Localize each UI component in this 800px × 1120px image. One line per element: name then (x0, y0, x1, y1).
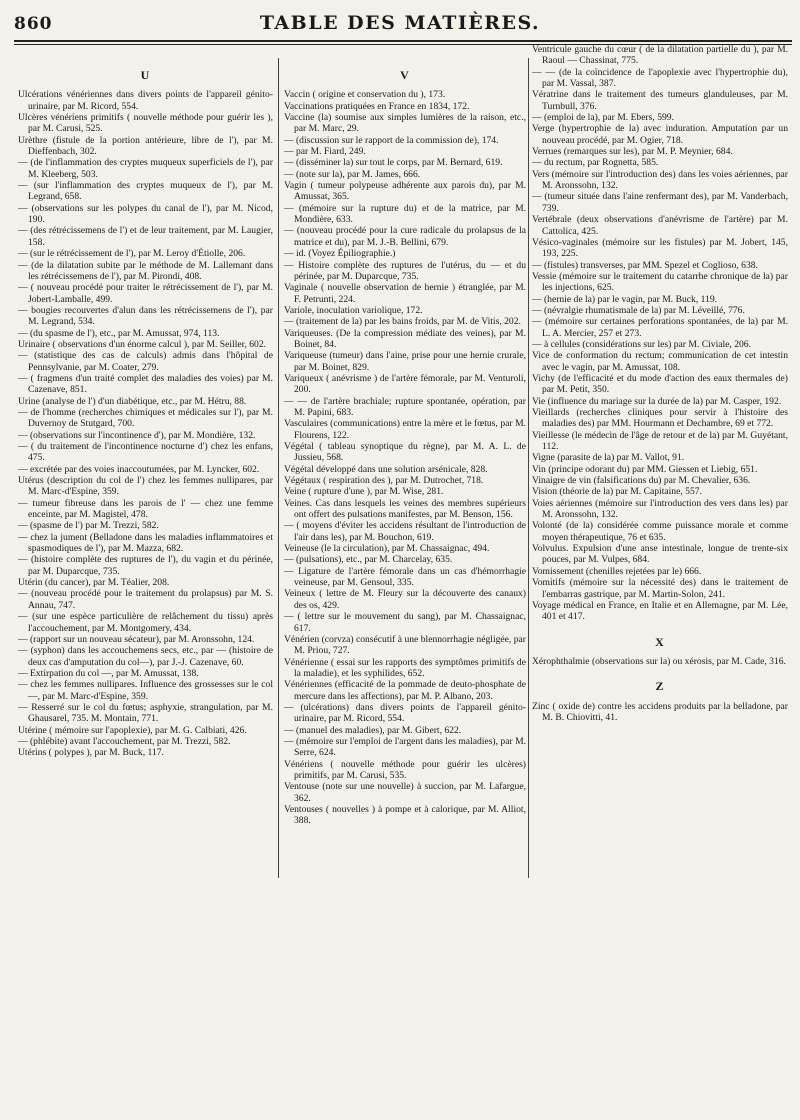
index-entry: Végétaux ( respiration des ), par M. Dutrochet, 718. (284, 475, 484, 487)
index-entry: Veineuse (le la circulation), par M. Chassaignac, 494. (284, 543, 490, 555)
index-entry: — (sur une espèce particulière de relâchement du tissu) après l'accouchement, par M. Montgomery, 434. (18, 611, 273, 634)
index-entry: Utérus (description du col de l') chez les femmes nullipares, par M. Marc-d'Espine, 359. (18, 475, 273, 498)
index-entry: — (du spasme de l'), etc., par M. Amussat, 974, 113. (18, 327, 220, 339)
index-entry: — (observations sur l'incontinence d'), par M. Mondière, 132. (18, 429, 256, 441)
index-entry: — ( du traitement de l'incontinence nocturne d') chez les enfans, 475. (18, 441, 273, 464)
index-entry: — (emploi de la), par M. Ebers, 599. (532, 112, 675, 124)
index-entry: Variqueuses. (De la compression médiate des veines), par M. Boinet, 84. (284, 327, 526, 350)
index-entry: Vénérien (corvza) consécutif à une blennorrhagie négligée, par M. Priou, 727. (284, 633, 526, 657)
index-entry: Végétal développé dans une solution arsénicale, 828. (284, 463, 488, 475)
column-divider (278, 58, 279, 878)
index-entry: — ( nouveau procédé pour traiter le rétrécissement de l'), par M. Jobert-Lamballe, 499. (18, 282, 273, 305)
index-entry: — — de l'artère brachiale; rupture spontanée, opération, par M. Papini, 683. (284, 395, 526, 418)
index-entry: Variqueux ( anévrisme ) de l'artère fémorale, par M. Venturoli, 200. (284, 372, 526, 396)
index-entry: — (mémoire sur l'emploi de l'argent dans les maladies), par M. Serre, 624. (284, 735, 526, 759)
index-column-v-continued (532, 44, 788, 1094)
index-entry: Utérins ( polypes ), par M. Buck, 117. (18, 747, 164, 759)
index-entry: Variole, inoculation variolique, 172. (284, 304, 423, 316)
index-entry: Vessie (mémoire sur le traitement du catarrhe chronique de la) par les injections, 625. (532, 270, 788, 294)
index-entry: Urèthre (fistule de la portion antérieure, libre de l'), par M. Dieffenbach, 302. (18, 134, 273, 158)
index-entry: — (mémoire sur certaines perforations spontanées, de la) par M. L. A. Mercier, 257 et 273. (532, 316, 788, 339)
index-entry: Vichy (de l'efficacité et du mode d'action des eaux thermales de) par M. Petit, 350. (532, 372, 788, 396)
index-entry: Vagin ( tumeur polypeuse adhérente aux parois du), par M. Amussat, 365. (284, 180, 526, 203)
index-entry: — (observations sur les polypes du canal de l'), par M. Nicod, 190. (18, 202, 273, 226)
index-entry: Vénériennes (efficacité de la pommade de deuto-phosphate de mercure dans les affections), par M. P. Albano, 203. (284, 679, 526, 702)
index-entry: — — (de la coïncidence de l'apoplexie avec l'hypertrophie du), par M. Vassal, 387. (532, 66, 788, 90)
index-column-v (284, 70, 526, 1120)
index-entry: Vieillesse (le médecin de l'âge de retour et de la) par M. Guyétant, 112. (532, 429, 788, 453)
index-entry: Volonté (de la) considérée comme puissance morale et comme moyen thérapeutique, 76 et 635. (532, 520, 788, 543)
index-entry: Voies aériennes (mémoire sur l'introduction des vers dans les) par M. Aronssohn, 132. (532, 497, 788, 521)
index-entry: Utérine ( mémoire sur l'apoplexie), par M. G. Calbiati, 426. (18, 724, 247, 736)
index-column-u (18, 70, 273, 1120)
index-entry: — ( fragmens d'un traité complet des maladies des voies) par M. Cazenave, 851. (18, 372, 273, 396)
index-entry: — excrétée par des voies inaccoutumées, par M. Lyncker, 602. (18, 463, 260, 475)
index-entry: — (manuel des maladies), par M. Gibert, 622. (284, 724, 462, 736)
index-entry: Vénérienne ( essai sur les rapports des symptômes primitifs de la maladie), et les syphilides, 652. (284, 656, 526, 679)
index-entry: — (nouveau procédé pour la cure radicale du prolapsus de la matrice et du), par M. J.-B. Bellini, 679. (284, 225, 526, 248)
column-divider (528, 58, 529, 878)
index-entry: Urinaire ( observations d'un énorme calcul ), par M. Seiller, 602. (18, 338, 267, 350)
index-entry: Utérin (du cancer), par M. Téalier, 208. (18, 577, 170, 589)
page-number: 860 (14, 14, 53, 34)
index-entry: Vaccinations pratiquées en France en 1834, 172. (284, 100, 470, 112)
index-entry: — (de la dilatation subite par le méthode de M. Lallemant dans les rétrécissemens de l'), par M. Pirondi, 408. (18, 259, 273, 282)
section-letter: U (140, 70, 151, 82)
index-entry: — (fistules) transverses, par MM. Spezel et Coglioso, 638. (532, 259, 758, 271)
index-entry: — bougies recouvertes d'alun dans les rétrécissemens de l'), par M. Legrand, 534. (18, 304, 273, 328)
index-entry: Xérophthalmie (observations sur la) ou xérosis, par M. Cade, 316. (532, 655, 786, 667)
index-entry: Vératrine dans le traitement des tumeurs glanduleuses, par M. Turnbull, 376. (532, 89, 788, 112)
index-entry: — chez la jument (Belladone dans les maladies inflammatoires et spasmodiques de l'), par M. Mazza, 682. (18, 531, 273, 555)
index-entry: Voyage médical en France, en Italie et en Allemagne, par M. Lée, 401 et 417. (532, 599, 788, 623)
index-entry: Zinc ( oxide de) contre les accidens produits par la belladone, par M. B. Chiovitti, 41. (532, 700, 788, 723)
index-entry: Vers (mémoire sur l'introduction des) dans les voies aériennes, par M. Aronssohn, 132. (532, 168, 788, 192)
index-entry: — (discussion sur le rapport de la commission de), 174. (284, 134, 499, 146)
index-entry: Verge (hypertrophie de la) avec induration. Amputation par un nouveau procédé, par M. Ogier, 718. (532, 123, 788, 146)
index-entry: Vomissement (chenilles rejetées par le) 666. (532, 565, 702, 577)
index-entry: Vénériens ( nouvelle méthode pour guérir les ulcères) primitifs, par M. Carusi, 535. (284, 758, 526, 781)
index-entry: — (syphon) dans les accouchemens secs, etc., par — (histoire de deux cas d'amputation du col—), par J.-J. Cazenave, 60. (18, 645, 273, 668)
index-entry: Végétal ( tableau synoptique du règne), par M. A. L. de Jussieu, 568. (284, 441, 526, 464)
index-entry: Ventricule gauche du cœur ( de la dilatation partielle du ), par M. Raoul — Chassinat, 775. (532, 44, 788, 67)
index-entry: Vice de conformation du rectum; communication de cet intestin avec le vagin, par M. Amussat, 108. (532, 350, 788, 373)
index-entry: Verrues (remarques sur les), par M. P. Meynier, 684. (532, 146, 733, 158)
index-entry: Ventouses ( nouvelles ) à pompe et à calorique, par M. Alliot, 388. (284, 804, 526, 827)
index-entry: — (ulcérations) dans divers points de l'appareil génito-urinaire, par M. Ricord, 554. (284, 701, 526, 725)
index-entry: — du rectum, par Rognetta, 585. (532, 157, 659, 169)
index-entry: Veineux ( lettre de M. Fleury sur la découverte des canaux) des os, 429. (284, 588, 526, 611)
index-entry: Vaccine (la) soumise aux simples lumières de la raison, etc., par M. Marc, 29. (284, 112, 526, 135)
index-entry: — à cellules (considérations sur les) par M. Civiale, 206. (532, 338, 752, 350)
index-entry: Vaginale ( nouvelle observation de hernie ) étranglée, par M. F. Petrunti, 224. (284, 282, 526, 305)
index-entry: Vigne (parasite de la) par M. Vallot, 91. (532, 452, 685, 464)
index-entry: — par M. Fiard, 249. (284, 146, 366, 158)
index-entry: — (pulsations), etc., par M. Charcelay, 635. (284, 554, 453, 566)
index-entry: — (sur l'inflammation des cryptes muqueux de l'), par M. Legrand, 658. (18, 180, 273, 203)
index-entry: — (névralgie rhumatismale de la) par M. Léveillé, 776. (532, 304, 745, 316)
index-entry: — (histoire complète des ruptures de l'), du vagin et du périnée, par M. Duparcque, 735. (18, 554, 273, 577)
section-letter: V (400, 70, 410, 82)
index-entry: — (des rétrécissemens de l') et de leur traitement, par M. Laugier, 158. (18, 225, 273, 248)
index-entry: — chez les femmes nullipares. Influence des grossesses sur le col —, par M. Marc-d'Espine, 359. (18, 679, 273, 702)
index-entry: Vin (principe odorant du) par MM. Giessen et Liebig, 651. (532, 463, 758, 475)
index-entry: — (nouveau procédé pour le traitement du prolapsus) par M. S. Annau, 747. (18, 588, 273, 611)
index-entry: Vaccin ( origine et conservation du ), 173. (284, 89, 446, 101)
index-entry: Volvulus. Expulsion d'une anse intestinale, longue de trente-six pouces, par M. Vulpes, 684. (532, 543, 788, 566)
index-entry: — (disséminer la) sur tout le corps, par M. Bernard, 619. (284, 157, 503, 169)
index-entry: — ( lettre sur le mouvement du sang), par M. Chassaignac, 617. (284, 611, 526, 634)
index-entry: Vomitifs (mémoire sur la nécessité des) dans le traitement de l'embarras gastrique, par M. Martin-Solon, 241. (532, 577, 788, 600)
index-entry: — Ligature de l'artère fémorale dans un cas d'hémorrhagie veineuse, par M. Gensoul, 335. (284, 565, 526, 589)
index-entry: Variqueuse (tumeur) dans l'aine, prise pour une hernie crurale, par M. Boinet, 829. (284, 350, 526, 373)
index-entry: — (hernie de la) par le vagin, par M. Buck, 119. (532, 293, 718, 305)
index-entry: Veine ( rupture d'une ), par M. Wise, 281. (284, 486, 444, 498)
index-entry: — (phlébite) avant l'accouchement, par M. Trezzi, 582. (18, 735, 231, 747)
index-entry: — de l'homme (recherches chimiques et médicales sur l'), par M. Duvernoy de Stutgard, 700. (18, 406, 273, 430)
index-entry: — (spasme de l') par M. Trezzi, 582. (18, 520, 159, 532)
section-letter: Z (655, 679, 665, 694)
index-entry: — (note sur la), par M. James, 666. (284, 168, 421, 180)
index-entry: — (tumeur située dans l'aine renfermant des), par M. Vanderbach, 739. (532, 191, 788, 214)
index-entry: Ulcères vénériens primitifs ( nouvelle méthode pour guérir les ), par M. Carusi, 525. (18, 112, 273, 135)
page-title: TABLE DES MATIÈRES. (259, 12, 541, 34)
index-entry: Veines. Cas dans lesquels les veines des membres supérieurs ont offert des pulsations manifestes, par M. Benson, 156. (284, 497, 526, 521)
index-entry: Ventouse (note sur une nouvelle) à succion, par M. Lafargue, 362. (284, 781, 526, 804)
index-entry: Vésico-vaginales (mémoire sur les fistules) par M. Jobert, 145, 193, 225. (532, 236, 788, 260)
index-entry: Vinaigre de vin (falsifications du) par M. Chevalier, 636. (532, 475, 751, 487)
index-entry: — (statistique des cas de calculs) admis dans l'hôpital de Pennsylvanie, par M. Coater, 279. (18, 350, 273, 373)
index-entry: — Extirpation du col —, par M. Amussat, 138. (18, 667, 199, 679)
index-entry: Vision (théorie de la) par M. Capitaine, 557. (532, 486, 702, 498)
index-entry: — (de l'inflammation des cryptes muqueux superficiels de l'), par M. Kleeberg, 503. (18, 157, 273, 180)
index-entry: — tumeur fibreuse dans les parois de l' — chez une femme enceinte, par M. Magistel, 478. (18, 497, 273, 521)
index-entry: — Resserré sur le col du fœtus; asphyxie, strangulation, par M. Ghausarel, 735. M. Montain, 771. (18, 701, 273, 725)
index-entry: Vieillards (recherches cliniques pour servir à l'histoire des maladies des) par MM. Hourmann et Dechambre, 69 et 772. (532, 407, 788, 430)
section-letter: X (655, 634, 665, 649)
index-entry: Vasculaires (communications) entre la mère et le fœtus, par M. Flourens, 122. (284, 418, 526, 441)
index-entry: Ulcérations vénériennes dans divers points de l'appareil génito-urinaire, par M. Ricord, 554. (18, 89, 273, 112)
index-entry: — (mémoire sur la rupture du) et de la matrice, par M. Mondière, 633. (284, 202, 526, 226)
index-entry: — Histoire complète des ruptures de l'utérus, du — et du périnée, par M. Duparcque, 735. (284, 259, 526, 282)
index-entry: — (rapport sur un nouveau sécateur), par M. Aronssohn, 124. (18, 633, 255, 645)
index-entry: — ( moyens d'éviter les accidens résultant de l'introduction de l'air dans les), par M. Bouchon, 619. (284, 520, 526, 543)
index-entry: Vie (influence du mariage sur la durée de la) par M. Casper, 192. (532, 395, 782, 407)
index-entry: Urine (analyse de l') d'un diabétique, etc., par M. Hétru, 88. (18, 395, 247, 407)
index-entry: — (sur le rétrécissement de l'), par M. Leroy d'Étiolle, 206. (18, 248, 246, 260)
index-entry: — (traitement de la) par les bains froids, par M. de Vitis, 202. (284, 316, 521, 328)
index-entry: — id. (Voyez Épiliographie.) (284, 248, 396, 260)
index-entry: Vertébrale (deux observations d'anévrisme de l'artère) par M. Cattolica, 425. (532, 214, 788, 237)
